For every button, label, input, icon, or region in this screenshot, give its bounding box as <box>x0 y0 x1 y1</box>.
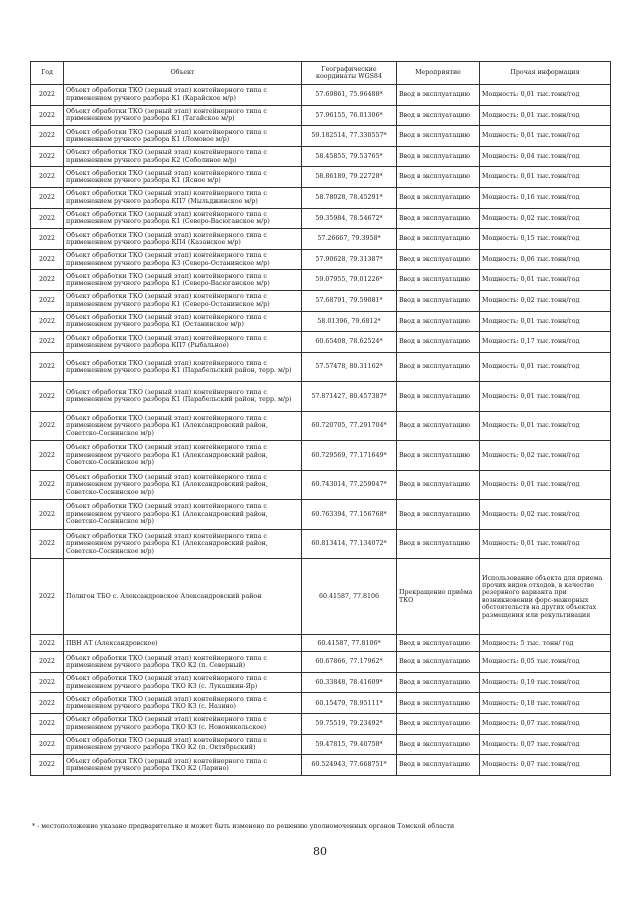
table-row <box>31 635 611 652</box>
cell-object: Объект обработки ТКО (зерный этап) контейнерного типа с применением ручного разбора К1 (Александровский район, Советско-Соснинское м/р) <box>64 411 302 441</box>
cell-year: 2022 <box>31 249 64 270</box>
cell-info: Мощность: 0,07 тыс.тонн/год <box>480 734 611 755</box>
cell-object: Объект обработки ТКО (зерный этап) контейнерного типа с применением ручного разбора К1 (Останинское м/р) <box>64 311 302 332</box>
cell-info: Мощность: 0,02 тыс.тонн/год <box>480 208 611 229</box>
cell-activity: Ввод в эксплуатацию <box>397 290 480 311</box>
cell-object: Объект обработки ТКО (зерный этап) контейнерного типа с применением ручного разбора К1 (Александровский район, Советско-Соснинское м/р) <box>64 441 302 471</box>
cell-object: Полигон ТБО с. Александровское Александровский район <box>64 559 302 635</box>
cell-activity: Ввод в эксплуатацию <box>397 411 480 441</box>
cell-year: 2022 <box>31 529 64 559</box>
cell-year: 2022 <box>31 208 64 229</box>
table-row <box>31 208 611 229</box>
cell-info: Мощность: 0,01 тыс.тонн/год <box>480 85 611 106</box>
cell-coords: 60.763394, 77.156768* <box>302 500 397 530</box>
table-row <box>31 693 611 714</box>
cell-coords: 60.33848, 78.41609* <box>302 672 397 693</box>
cell-coords: 60.743014, 77.259047* <box>302 470 397 500</box>
cell-coords: 58.86189, 79.22728* <box>302 167 397 188</box>
table-row <box>31 167 611 188</box>
cell-coords: 60.813414, 77.134072* <box>302 529 397 559</box>
cell-coords: 57.68791, 79.59081* <box>302 290 397 311</box>
cell-activity: Прекращение приёма ТКО <box>397 559 480 635</box>
cell-year: 2022 <box>31 85 64 106</box>
cell-object: Объект обработки ТКО (зерный этап) контейнерного типа с применением ручного разбора К2 (Соболиное м/р) <box>64 146 302 167</box>
cell-year: 2022 <box>31 635 64 652</box>
cell-coords: 59.35984, 78.54672* <box>302 208 397 229</box>
cell-info: Мощность: 0,02 тыс.тонн/год <box>480 441 611 471</box>
cell-activity: Ввод в эксплуатацию <box>397 734 480 755</box>
cell-year: 2022 <box>31 352 64 382</box>
cell-object: Объект обработки ТКО (зерный этап) контейнерного типа с применением ручного разбора К1 (Александровский район, Советско-Соснинское м/р) <box>64 470 302 500</box>
cell-activity: Ввод в эксплуатацию <box>397 332 480 353</box>
cell-activity: Ввод в эксплуатацию <box>397 352 480 382</box>
cell-coords: 57.26667, 79.3958* <box>302 229 397 250</box>
cell-activity: Ввод в эксплуатацию <box>397 529 480 559</box>
cell-info: Мощность: 0,01 тыс.тонн/год <box>480 529 611 559</box>
cell-info: Мощность: 0,01 тыс.тонн/год <box>480 167 611 188</box>
cell-year: 2022 <box>31 146 64 167</box>
cell-info: Мощность: 0,05 тыс.тонн/год <box>480 652 611 673</box>
header-year: Год <box>31 62 64 85</box>
table-body <box>31 85 611 776</box>
cell-coords: 60.67866, 77.17962* <box>302 652 397 673</box>
cell-object: Объект обработки ТКО (зерный этап) контейнерного типа с применением ручного разбора ТКО К2 (п. Октябрьский) <box>64 734 302 755</box>
cell-activity: Ввод в эксплуатацию <box>397 382 480 412</box>
cell-year: 2022 <box>31 126 64 147</box>
cell-coords: 57.871427, 80.457387* <box>302 382 397 412</box>
cell-info: Мощность: 0,01 тыс.тонн/год <box>480 352 611 382</box>
cell-object: Объект обработки ТКО (зерный этап) контейнерного типа с применением ручного разбора КП4 (Казанское м/р) <box>64 229 302 250</box>
cell-info: Мощность: 0,19 тыс.тонн/год <box>480 672 611 693</box>
cell-coords: 57.90628, 79.31387* <box>302 249 397 270</box>
cell-year: 2022 <box>31 441 64 471</box>
cell-activity: Ввод в эксплуатацию <box>397 187 480 208</box>
page-number: 80 <box>313 845 327 858</box>
table-row <box>31 105 611 126</box>
cell-year: 2022 <box>31 382 64 412</box>
cell-year: 2022 <box>31 105 64 126</box>
table-row <box>31 734 611 755</box>
table-row <box>31 411 611 441</box>
cell-activity: Ввод в эксплуатацию <box>397 500 480 530</box>
cell-activity: Ввод в эксплуатацию <box>397 635 480 652</box>
table-row <box>31 249 611 270</box>
cell-coords: 60.41587, 77.8106* <box>302 635 397 652</box>
header-object: Объект <box>64 62 302 85</box>
cell-coords: 60.41587, 77.8106 <box>302 559 397 635</box>
table-row <box>31 187 611 208</box>
table-row <box>31 229 611 250</box>
cell-object: Объект обработки ТКО (зерный этап) контейнерного типа с применением ручного разбора К1 (Карайское м/р) <box>64 85 302 106</box>
cell-activity: Ввод в эксплуатацию <box>397 714 480 735</box>
cell-activity: Ввод в эксплуатацию <box>397 249 480 270</box>
cell-info: Мощность: 0,15 тыс.тонн/год <box>480 229 611 250</box>
table-row <box>31 500 611 530</box>
cell-activity: Ввод в эксплуатацию <box>397 85 480 106</box>
cell-activity: Ввод в эксплуатацию <box>397 441 480 471</box>
cell-info: Мощность: 0,16 тыс.тонн/год <box>480 187 611 208</box>
cell-year: 2022 <box>31 332 64 353</box>
cell-activity: Ввод в эксплуатацию <box>397 693 480 714</box>
table-row <box>31 352 611 382</box>
cell-coords: 57.57478, 80.31162* <box>302 352 397 382</box>
cell-info: Мощность: 0,01 тыс.тонн/год <box>480 382 611 412</box>
cell-year: 2022 <box>31 734 64 755</box>
cell-info: Мощность: 0,17 тыс.тонн/год <box>480 332 611 353</box>
cell-coords: 60.729569, 77.171649* <box>302 441 397 471</box>
cell-year: 2022 <box>31 270 64 291</box>
cell-year: 2022 <box>31 411 64 441</box>
cell-object: Объект обработки ТКО (зерный этап) контейнерного типа с применением ручного разбора К1 (Александровский район, Советско-Соснинское м/р) <box>64 529 302 559</box>
cell-year: 2022 <box>31 714 64 735</box>
table-row <box>31 755 611 776</box>
cell-activity: Ввод в эксплуатацию <box>397 672 480 693</box>
cell-coords: 58.78028, 78.45291* <box>302 187 397 208</box>
cell-year: 2022 <box>31 755 64 776</box>
table-row <box>31 672 611 693</box>
cell-activity: Ввод в эксплуатацию <box>397 470 480 500</box>
cell-coords: 58.45855, 79.53765* <box>302 146 397 167</box>
cell-info: Мощность: 0,02 тыс.тонн/год <box>480 500 611 530</box>
cell-object: Объект обработки ТКО (зерный этап) контейнерного типа с применением ручного разбора ТКО К3 (с. Новоникольское) <box>64 714 302 735</box>
cell-coords: 60.524943, 77.668751* <box>302 755 397 776</box>
cell-coords: 60.65408, 78.62524* <box>302 332 397 353</box>
cell-object: Объект обработки ТКО (зерный этап) контейнерного типа с применением ручного разбора К1 (Александровский район, Советско-Соснинское м/р) <box>64 500 302 530</box>
cell-object: Объект обработки ТКО (зерный этап) контейнерного типа с применением ручного разбора К3 (Северо-Останинское м/р) <box>64 249 302 270</box>
cell-object: Объект обработки ТКО (зерный этап) контейнерного типа с применением ручного разбора К1 (Ясное м/р) <box>64 167 302 188</box>
cell-activity: Ввод в эксплуатацию <box>397 146 480 167</box>
cell-activity: Ввод в эксплуатацию <box>397 311 480 332</box>
header-coords: Географические координаты WGS84 <box>302 62 397 85</box>
cell-object: Объект обработки ТКО (зерный этап) контейнерного типа с применением ручного разбора К1 (Ломовое м/р) <box>64 126 302 147</box>
cell-info: Мощность: 0,01 тыс.тонн/год <box>480 470 611 500</box>
cell-object: ПВН АТ (Александровское) <box>64 635 302 652</box>
table-row <box>31 441 611 471</box>
cell-year: 2022 <box>31 500 64 530</box>
table-row <box>31 652 611 673</box>
cell-info: Мощность: 0,01 тыс.тонн/год <box>480 270 611 291</box>
cell-year: 2022 <box>31 672 64 693</box>
cell-info: Мощность: 0,06 тыс.тонн/год <box>480 249 611 270</box>
cell-object: Объект обработки ТКО (зерный этап) контейнерного типа с применением ручного разбора ТКО К2 (Ларино) <box>64 755 302 776</box>
table-row <box>31 290 611 311</box>
cell-info: Мощность: 0,07 тыс.тонн/год <box>480 714 611 735</box>
cell-activity: Ввод в эксплуатацию <box>397 755 480 776</box>
cell-coords: 60.720705, 77.291704* <box>302 411 397 441</box>
cell-object: Объект обработки ТКО (зерный этап) контейнерного типа с применением ручного разбора К1 (Парабельский район, терр. м/р) <box>64 352 302 382</box>
cell-info: Мощность: 0,18 тыс.тонн/год <box>480 693 611 714</box>
cell-info: Мощность: 0,01 тыс.тонн/год <box>480 411 611 441</box>
cell-object: Объект обработки ТКО (зерный этап) контейнерного типа с применением ручного разбора К1 (Северо-Васюганское м/р) <box>64 270 302 291</box>
cell-info: Мощность: 0,04 тыс.тонн/год <box>480 146 611 167</box>
table-row <box>31 470 611 500</box>
cell-info: Мощность: 0,01 тыс.тонн/год <box>480 105 611 126</box>
cell-object: Объект обработки ТКО (зерный этап) контейнерного типа с применением ручного разбора КП7 (Мыльджинское м/р) <box>64 187 302 208</box>
table-row <box>31 529 611 559</box>
cell-activity: Ввод в эксплуатацию <box>397 270 480 291</box>
cell-object: Объект обработки ТКО (зерный этап) контейнерного типа с применением ручного разбора К1 (Тагайское м/р) <box>64 105 302 126</box>
cell-coords: 57.69861, 75.96488* <box>302 85 397 106</box>
cell-activity: Ввод в эксплуатацию <box>397 229 480 250</box>
cell-coords: 59.182514, 77.330557* <box>302 126 397 147</box>
cell-info: Мощность: 0,02 тыс.тонн/год <box>480 290 611 311</box>
cell-object: Объект обработки ТКО (зерный этап) контейнерного типа с применением ручного разбора К1 (Северо-Васюганское м/р) <box>64 208 302 229</box>
header-activity: Мероприятие <box>397 62 480 85</box>
cell-coords: 57.96155, 76.01306* <box>302 105 397 126</box>
cell-object: Объект обработки ТКО (зерный этап) контейнерного типа с применением ручного разбора ТКО К2 (п. Северный) <box>64 652 302 673</box>
cell-year: 2022 <box>31 311 64 332</box>
cell-info: Мощность: 5 тыс. тонн/ год <box>480 635 611 652</box>
cell-coords: 59.47815, 79.40758* <box>302 734 397 755</box>
cell-activity: Ввод в эксплуатацию <box>397 208 480 229</box>
cell-info: Мощность: 0,07 тыс.тонн/год <box>480 755 611 776</box>
table-row <box>31 146 611 167</box>
cell-info: Мощность: 0,01 тыс.тонн/год <box>480 126 611 147</box>
table-row <box>31 311 611 332</box>
cell-info: Использование объекта для приема прочих видов отходов, в качестве резервного варианта при возникновении форс-мажорных обстоятельств на других объектах размещения или рекультивация <box>480 559 611 635</box>
cell-year: 2022 <box>31 559 64 635</box>
cell-year: 2022 <box>31 652 64 673</box>
table-row <box>31 559 611 635</box>
cell-activity: Ввод в эксплуатацию <box>397 652 480 673</box>
table-row <box>31 714 611 735</box>
cell-object: Объект обработки ТКО (зерный этап) контейнерного типа с применением ручного разбора ТКО К3 (с. Лукашкин-Яр) <box>64 672 302 693</box>
table-header-row <box>31 62 611 85</box>
cell-year: 2022 <box>31 229 64 250</box>
cell-year: 2022 <box>31 470 64 500</box>
cell-coords: 58.01396, 79.6812* <box>302 311 397 332</box>
cell-coords: 59.75519, 79.23492* <box>302 714 397 735</box>
cell-object: Объект обработки ТКО (зерный этап) контейнерного типа с применением ручного разбора К1 (Парабельский район, терр. м/р) <box>64 382 302 412</box>
table-row <box>31 382 611 412</box>
cell-coords: 59.07955, 79.01226* <box>302 270 397 291</box>
footnote: * - местоположение указано предварительно и может быть изменено по решению уполномоченных органов Томской области <box>32 823 455 830</box>
table-row <box>31 126 611 147</box>
facilities-table <box>30 61 611 776</box>
cell-object: Объект обработки ТКО (зерный этап) контейнерного типа с применением ручного разбора КП7 (Рыбальное) <box>64 332 302 353</box>
table-row <box>31 85 611 106</box>
cell-activity: Ввод в эксплуатацию <box>397 105 480 126</box>
cell-info: Мощность: 0,01 тыс.тонн/год <box>480 311 611 332</box>
table-row <box>31 332 611 353</box>
cell-object: Объект обработки ТКО (зерный этап) контейнерного типа с применением ручного разбора К1 (Северо-Останинское м/р) <box>64 290 302 311</box>
header-info: Прочая информация <box>480 62 611 85</box>
cell-object: Объект обработки ТКО (зерный этап) контейнерного типа с применением ручного разбора ТКО К3 (с. Назино) <box>64 693 302 714</box>
cell-coords: 60.15479, 78.95111* <box>302 693 397 714</box>
cell-year: 2022 <box>31 693 64 714</box>
table-row <box>31 270 611 291</box>
cell-year: 2022 <box>31 290 64 311</box>
cell-year: 2022 <box>31 167 64 188</box>
cell-year: 2022 <box>31 187 64 208</box>
cell-activity: Ввод в эксплуатацию <box>397 167 480 188</box>
cell-activity: Ввод в эксплуатацию <box>397 126 480 147</box>
